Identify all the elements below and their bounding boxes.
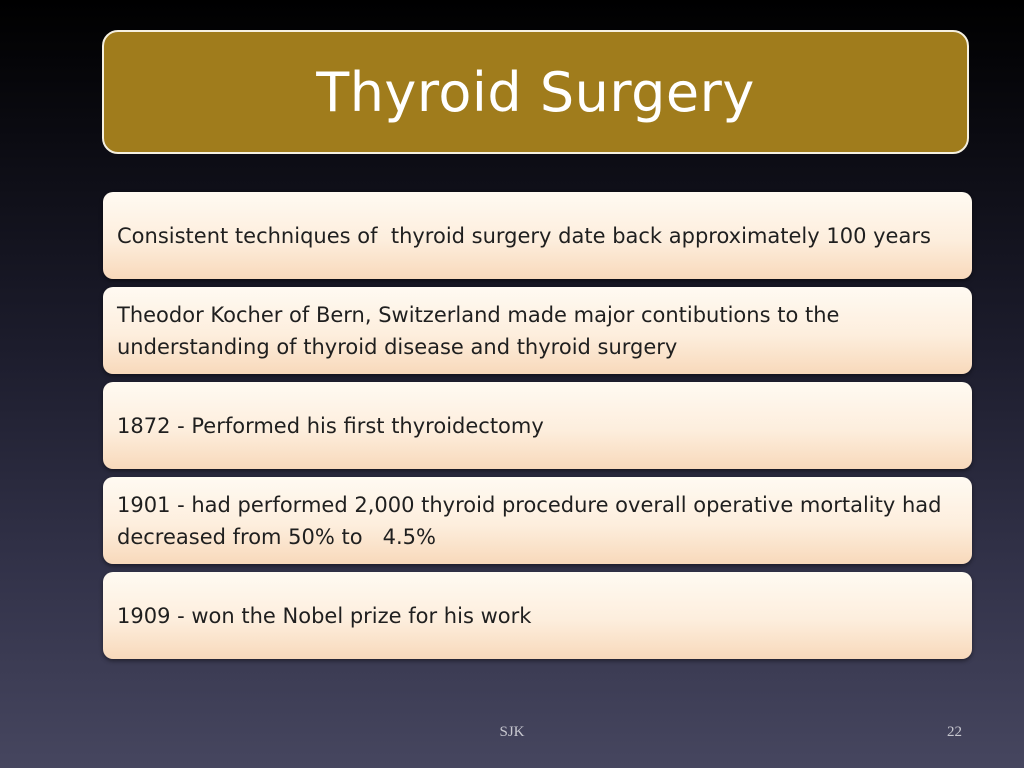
list-item-text: 1872 - Performed his first thyroidectomy bbox=[117, 413, 544, 438]
slide-number: 22 bbox=[947, 724, 962, 740]
slide-title: Thyroid Surgery bbox=[316, 60, 755, 124]
list-item bbox=[103, 287, 972, 374]
list-item-text: 1909 - won the Nobel prize for his work bbox=[117, 603, 532, 628]
list-item bbox=[103, 477, 972, 564]
footer-author: SJK bbox=[499, 724, 525, 740]
list-item bbox=[103, 192, 972, 279]
list-item-text: Theodor Kocher of Bern, Switzerland made major contibutions to the understanding of thyroid disease and thyroid surgery bbox=[117, 302, 840, 359]
title-box bbox=[102, 30, 969, 154]
bullet-list bbox=[103, 192, 972, 667]
list-item bbox=[103, 572, 972, 659]
list-item bbox=[103, 382, 972, 469]
list-item-text: 1901 - had performed 2,000 thyroid procedure overall operative mortality had decreased from 50% to 4.5% bbox=[117, 492, 949, 549]
list-item-text: Consistent techniques of thyroid surgery date back approximately 100 years bbox=[117, 223, 931, 248]
